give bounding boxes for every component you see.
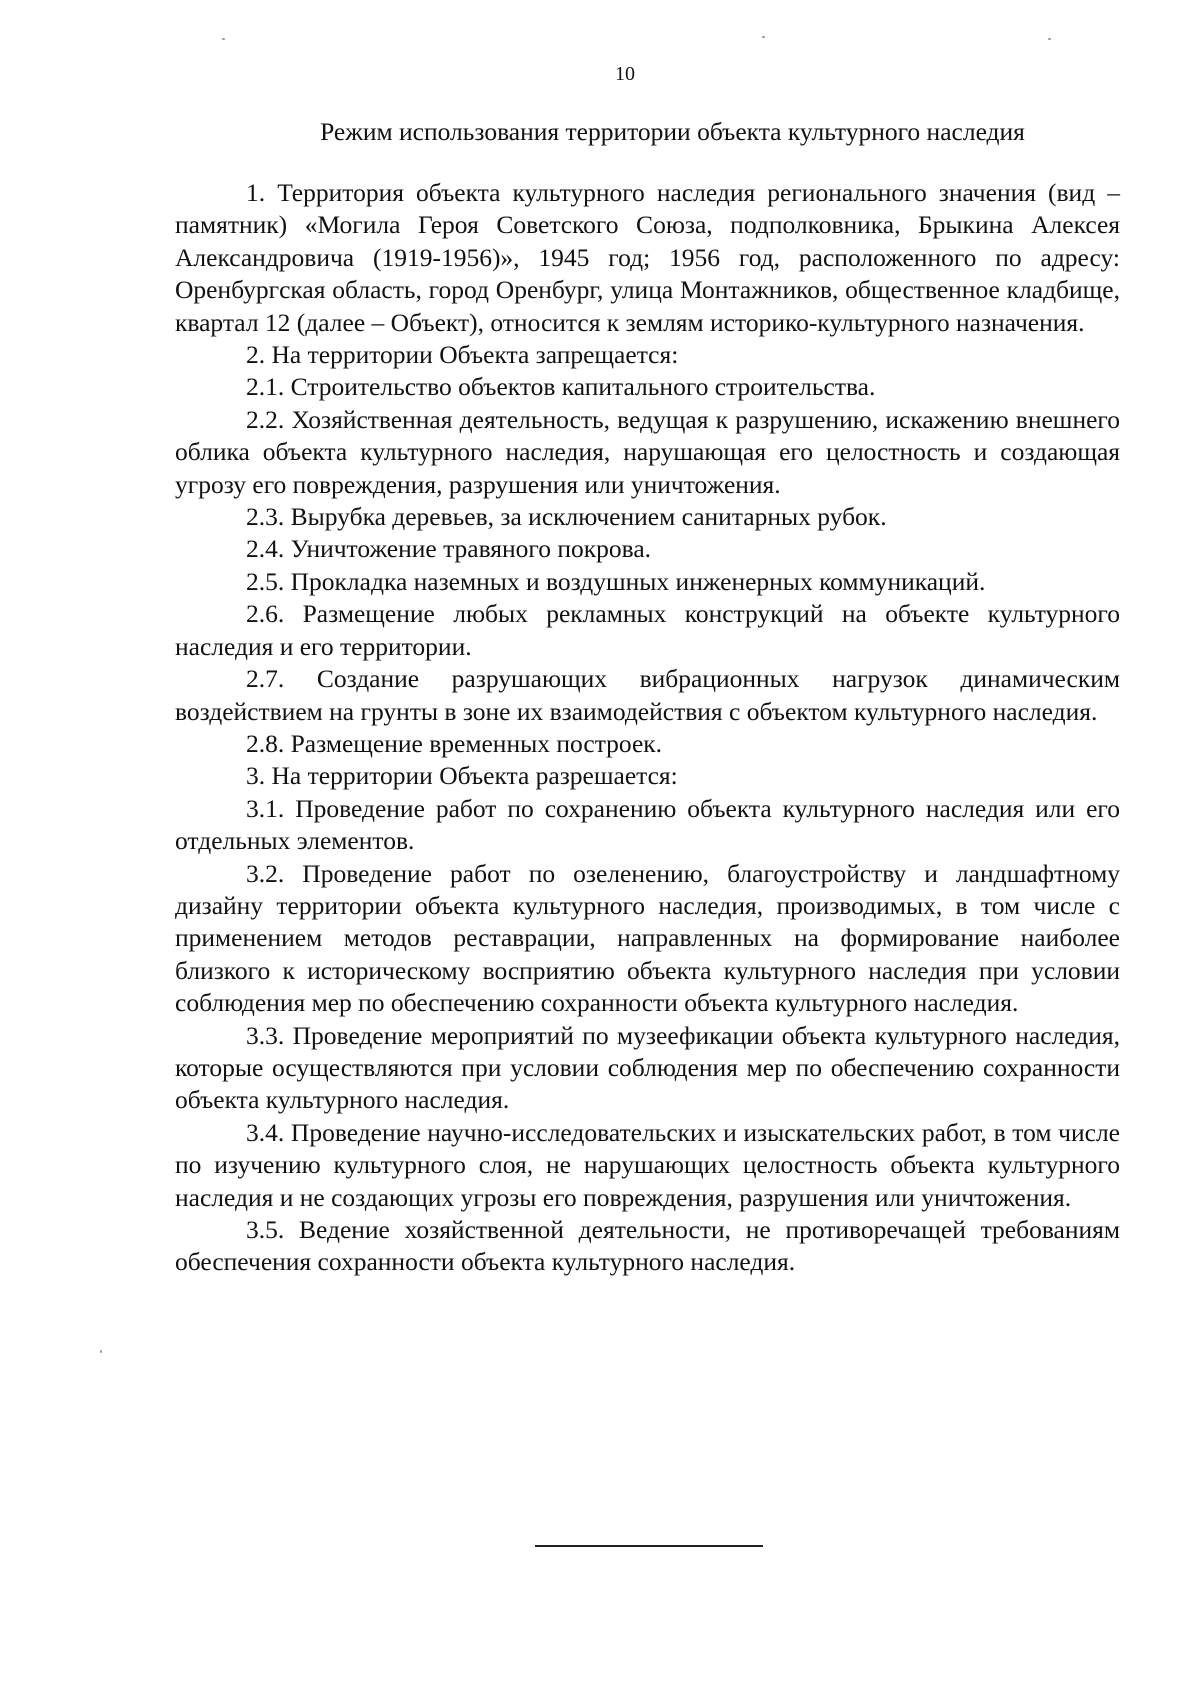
document-title: Режим использования территории объекта культурного наследия xyxy=(320,117,1025,146)
scan-speck xyxy=(222,38,225,40)
paragraph-2-2: 2.2. Хозяйственная деятельность, ведущая к разрушению, искажению внешнего облика объекта культурного наследия, нарушающая его целостность и создающая угрозу его повреждения, разрушения или уничтожения. xyxy=(175,404,1120,499)
scan-speck xyxy=(100,1350,102,1353)
paragraph-1: 1. Территория объекта культурного наследия регионального значения (вид – памятник) «Могила Героя Советского Союза, подполковника, Брыкина Алексея Александровича (1919-1956)», 1945 год; 1956 год, расположенного по адресу: Оренбургская область, город Оренбург, улица Монтажников, общественное кладбище, квартал 12 (далее – Объект), относится к землям историко-культурного назначения. xyxy=(175,178,1120,337)
paragraph-2-1: 2.1. Строительство объектов капитального строительства. xyxy=(246,372,876,402)
paragraph-2-3: 2.3. Вырубка деревьев, за исключением санитарных рубок. xyxy=(246,502,887,532)
paragraph-3-5: 3.5. Ведение хозяйственной деятельности, не противоречащей требованиям обеспечения сохранности объекта культурного наследия. xyxy=(175,1215,1120,1277)
scan-speck xyxy=(762,36,765,38)
page-number: 10 xyxy=(615,63,635,85)
paragraph-2-4: 2.4. Уничтожение травяного покрова. xyxy=(246,534,652,564)
end-of-document-rule xyxy=(535,1545,763,1547)
paragraph-3-1: 3.1. Проведение работ по сохранению объекта культурного наследия или его отдельных элементов. xyxy=(175,793,1120,856)
paragraph-2-5: 2.5. Прокладка наземных и воздушных инженерных коммуникаций. xyxy=(246,566,986,596)
paragraph-2: 2. На территории Объекта запрещается: xyxy=(246,340,679,370)
scan-speck xyxy=(1048,38,1051,40)
paragraph-2-8: 2.8. Размещение временных построек. xyxy=(246,728,663,758)
paragraph-2-6: 2.6. Размещение любых рекламных конструкций на объекте культурного наследия и его территории. xyxy=(175,599,1120,661)
paragraph-3-4: 3.4. Проведение научно-исследовательских и изыскательских работ, в том числе по изучению культурного слоя, не нарушающих целостность объекта культурного наследия и не создающих угрозы его повреждения, разрушения или уничтожения. xyxy=(175,1117,1120,1212)
paragraph-3-2: 3.2. Проведение работ по озеленению, благоустройству и ландшафтному дизайну территории объекта культурного наследия, производимых, в том числе с применением методов реставрации, направленных на формирование наиболее близкого к историческому восприятию объекта культурного наследия при условии соблюдения мер по обеспечению сохранности объекта культурного наследия. xyxy=(175,858,1120,1018)
paragraph-2-7: 2.7. Создание разрушающих вибрационных нагрузок динамическим воздействием на грунты в зоне их взаимодействия с объектом культурного наследия. xyxy=(175,664,1120,726)
paragraph-3-3: 3.3. Проведение мероприятий по музеефикации объекта культурного наследия, которые осуществляются при условии соблюдения мер по обеспечению сохранности объекта культурного наследия. xyxy=(175,1020,1120,1115)
paragraph-3: 3. На территории Объекта разрешается: xyxy=(246,761,678,791)
document-body xyxy=(175,177,1120,1279)
